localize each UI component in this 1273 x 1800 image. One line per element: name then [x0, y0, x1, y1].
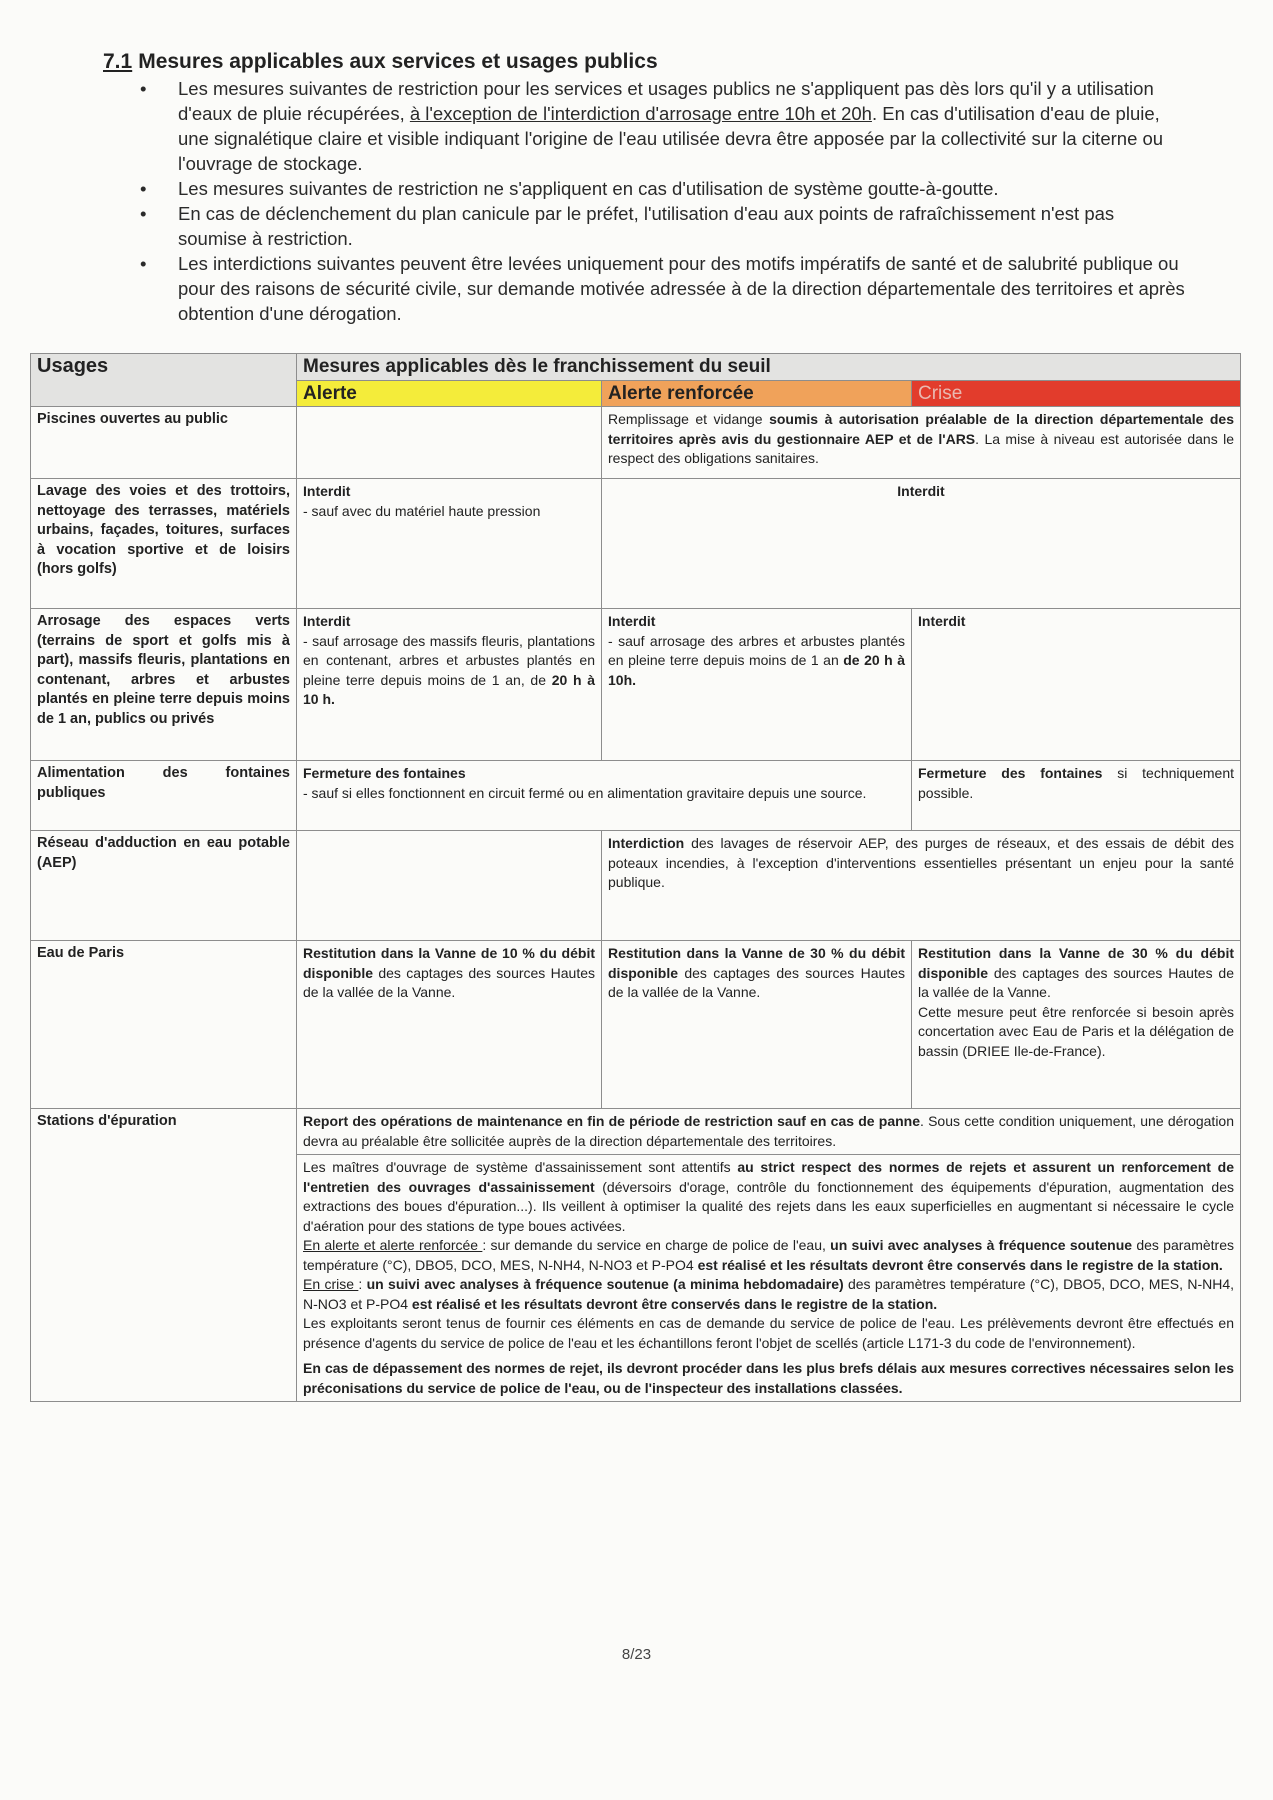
measure-cell: [297, 1155, 1241, 1402]
usage-cell: Alimentation des fontaines publiques: [31, 761, 297, 831]
cell-text: - sauf si elles fonctionnent en circuit fermé ou en alimentation gravitaire depuis une source.: [303, 784, 867, 801]
usage-cell: Réseau d'adduction en eau potable (AEP): [31, 831, 297, 941]
cell-bold-text: un suivi avec analyses à fréquence soutenue (a minima hebdomadaire): [366, 1276, 844, 1292]
cell-title: Fermeture des fontaines: [303, 765, 466, 781]
measures-table: [30, 353, 1241, 1402]
table-row: [31, 761, 1241, 831]
cell-text: des lavages de réservoir AEP, des purges de réseaux, et des essais de débit des poteaux incendies, à l'exception d'interventions essentielles présentant un enjeu pour la santé publique.: [608, 835, 1234, 890]
paragraph: En cas de dépassement des normes de rejet, ils devront procéder dans les plus brefs délais aux mesures correctives nécessaires selon les préconisations du service de police de l'eau, ou de l'inspecteur des installations classées.: [303, 1360, 1234, 1396]
cell-text: : sur demande du service en charge de police de l'eau,: [482, 1237, 831, 1253]
measure-cell: [602, 407, 1241, 479]
header-alerte: Alerte: [297, 380, 602, 407]
bullet-text: . En cas d'utilisation d'eau de pluie, une signalétique claire et visible indiquant l'origine de l'eau utilisée devra être apposée par la collectivité sur la citerne ou l'ouvrage de stockage.: [178, 103, 1164, 174]
cell-text: (déversoirs d'orage, contrôle du fonctionnement des équipements d'épuration, augmentation des extractions des boues d'épuration...). Ils veillent à optimiser la qualité des rejets dans les eaux superficielles en augmentant si nécessaire le cycle d'aération pour des stations de type boues activées.: [303, 1178, 1235, 1234]
header-alerte-renforcee: Alerte renforcée: [602, 380, 912, 407]
cell-bold-text: au strict respect des normes de rejets et assurent un renforcement de l'entretien des ouvrages d'assainissement: [303, 1159, 1234, 1195]
cell-bold-text: Restitution dans la Vanne de 30 % du débit disponible: [608, 945, 905, 981]
cell-underlined-text: En alerte et alerte renforcée: [303, 1237, 483, 1253]
cell-text: si techniquement possible.: [918, 765, 1234, 801]
table-row: [31, 1109, 1241, 1155]
paragraph: [303, 1275, 1234, 1314]
bullet-text: En cas de déclenchement du plan canicule par le préfet, l'utilisation d'eau aux points de rafraîchissement n'est pas soumise à restriction.: [178, 203, 1115, 249]
cell-text: des captages des sources Hautes de la vallée de la Vanne.: [918, 964, 1234, 1000]
cell-title: Interdit: [608, 613, 656, 629]
header-crise: Crise: [912, 380, 1241, 407]
bullet-text: Les interdictions suivantes peuvent être levées uniquement pour des motifs impératifs de santé et de salubrité publique ou pour des raisons de sécurité civile, sur demande motivée adressée à de la direction départementale des territoires et après obtention d'une dérogation.: [178, 253, 1185, 324]
alerte-cell: [297, 479, 602, 609]
usage-cell: Arrosage des espaces verts (terrains de sport et golfs mis à part), massifs fleuris, plantations en contenant, arbres et arbustes plantés en pleine terre depuis moins de 1 an, publics ou privés: [31, 609, 297, 761]
paragraph: [303, 1158, 1234, 1236]
cell-title: Interdit: [303, 483, 351, 499]
alerte-cell: [297, 941, 602, 1109]
usage-cell: Stations d'épuration: [31, 1109, 297, 1402]
renforcee-cell: [602, 609, 912, 761]
cell-text: - sauf arrosage des arbres et arbustes plantés en pleine terre depuis moins de 1 an: [608, 632, 905, 668]
cell-bold-text: Restitution dans la Vanne de 10 % du débit disponible: [303, 945, 595, 981]
section-title-text: Mesures applicables aux services et usages publics: [138, 50, 658, 73]
header-mesures: Mesures applicables dès le franchissement du seuil: [297, 354, 1241, 381]
cell-bold-text: Fermeture des fontaines: [918, 765, 1103, 781]
cell-text: des captages des sources Hautes de la vallée de la Vanne.: [303, 964, 595, 1000]
cell-bold-text: Interdiction: [608, 835, 685, 851]
section-title: [103, 50, 658, 74]
renforcee-cell: [602, 941, 912, 1109]
cell-text: Cette mesure peut être renforcée si besoin après concertation avec Eau de Paris et la délégation de bassin (DRIEE Ile-de-France).: [918, 1003, 1234, 1059]
usage-cell: Piscines ouvertes au public: [31, 407, 297, 479]
table-row: [31, 609, 1241, 761]
alerte-cell: [297, 609, 602, 761]
usage-cell: Eau de Paris: [31, 941, 297, 1109]
cell-bold-text: un suivi avec analyses à fréquence soutenue: [830, 1237, 1133, 1253]
bullet-text: Les mesures suivantes de restriction ne s'appliquent en cas d'utilisation de système goutte-à-goutte.: [178, 178, 999, 199]
section-number: 7.1: [103, 50, 133, 73]
alerte-cell: [297, 831, 602, 941]
cell-text: . Sous cette condition uniquement, une dérogation devra au préalable être sollicitée auprès de la direction départementale des territoires.: [303, 1113, 1235, 1149]
cell-bold-text: soumis à autorisation préalable de la direction départementale des territoires après avis du gestionnaire AEP et de l'ARS: [608, 411, 1235, 447]
header-usages: Usages: [31, 354, 297, 407]
cell-text: des captages des sources Hautes de la vallée de la Vanne.: [608, 964, 905, 1000]
page-number: 8/23: [621, 1646, 652, 1663]
alerte-cell: [297, 407, 602, 479]
paragraph: Les exploitants seront tenus de fournir ces éléments en cas de demande du service de police de l'eau. Les prélèvements devront être effectués en présence d'agents du service de police de l'eau et les échantillons feront l'objet de scellés (article L171-3 du code de l'environnement).: [303, 1315, 1234, 1351]
cell-bold-text: Restitution dans la Vanne de 30 % du débit disponible: [918, 945, 1234, 981]
measure-cell: [297, 761, 912, 831]
cell-text: Remplissage et vidange: [608, 411, 770, 427]
measure-cell: [602, 831, 1241, 941]
table-row: [31, 407, 1241, 479]
cell-text: . La mise à niveau est autorisée dans le respect des obligations sanitaires.: [608, 430, 1234, 466]
bullet-underlined-text: à l'exception de l'interdiction d'arrosage entre 10h et 20h: [409, 103, 872, 124]
cell-title: Interdit: [303, 613, 351, 629]
crise-cell: [912, 941, 1241, 1109]
cell-text: - sauf arrosage des massifs fleuris, plantations en contenant, arbres et arbustes plantés en pleine terre depuis moins de 1 an, de: [303, 632, 595, 688]
cell-bold-text: est réalisé et les résultats devront être conservés dans le registre de la station.: [697, 1256, 1223, 1273]
paragraph: [303, 1236, 1234, 1275]
crise-cell: Interdit: [912, 609, 1241, 761]
cell-underlined-text: En crise: [303, 1276, 359, 1292]
list-item: [128, 201, 1188, 251]
cell-bold-text: Report des opérations de maintenance en fin de période de restriction sauf en cas de panne: [303, 1113, 920, 1129]
table-row: [31, 831, 1241, 941]
table-header-row: [31, 354, 1241, 381]
bullet-text: Les mesures suivantes de restriction pour les services et usages publics ne s'appliquent pas dès lors qu'il y a utilisation d'eaux de pluie récupérées,: [178, 78, 1154, 124]
usage-cell: Lavage des voies et des trottoirs, nettoyage des terrasses, matériels urbains, façades, toitures, surfaces à vocation sportive et de loisirs (hors golfs): [31, 479, 297, 609]
crise-cell: [912, 761, 1241, 831]
bullet-list: [128, 76, 1188, 326]
list-item: [128, 76, 1188, 176]
cell-text: Les maîtres d'ouvrage de système d'assainissement sont attentifs: [303, 1159, 738, 1175]
measure-cell: Interdit: [602, 479, 1241, 609]
cell-bold-text: 20 h à 10 h.: [303, 671, 595, 707]
cell-bold-text: est réalisé et les résultats devront être conservés dans le registre de la station.: [411, 1295, 938, 1312]
list-item: [128, 176, 1188, 201]
table-row: [31, 479, 1241, 609]
cell-text: :: [358, 1276, 367, 1292]
table-row: [31, 941, 1241, 1109]
cell-text: des paramètres température (°C), DBO5, DCO, MES, N-NH4, N-NO3 et P-PO4: [303, 1237, 1234, 1273]
cell-bold-text: de 20 h à 10h.: [608, 652, 905, 688]
list-item: [128, 251, 1188, 326]
cell-text: des paramètres température (°C), DBO5, DCO, MES, N-NH4, N-NO3 et P-PO4: [303, 1276, 1235, 1312]
measure-cell: [297, 1109, 1241, 1155]
cell-text: - sauf avec du matériel haute pression: [303, 502, 541, 519]
